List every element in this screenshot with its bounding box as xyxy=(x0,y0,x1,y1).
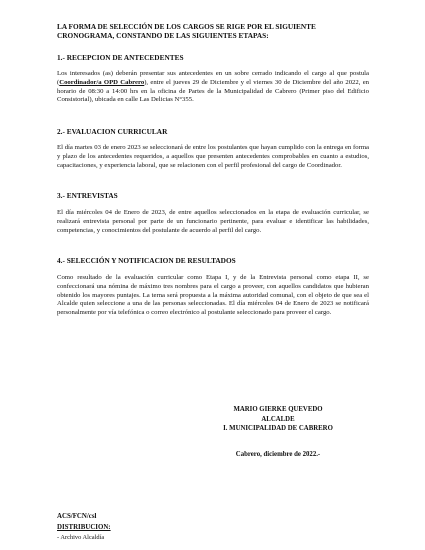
document-heading-line-1: LA FORMA DE SELECCIÓN DE LOS CARGOS SE RIGE POR EL SIGUIENTE xyxy=(57,22,316,31)
section-evaluacion xyxy=(57,127,369,136)
section-body xyxy=(57,70,369,105)
section-recepcion-body xyxy=(57,70,369,105)
signatory-institution: I. MUNICIPALIDAD DE CABRERO xyxy=(223,425,333,432)
section-entrevistas xyxy=(57,191,369,200)
section-body: El día miércoles 04 de Enero de 2023, de entre aquellos seleccionados en la etapa de evaluación curricular, se realizará entrevista personal por parte de un funcionario pertinente, para evaluar e identificar las habilidades, competencias, y conocimientos del postulante de acuerdo al perfil del cargo. xyxy=(57,209,369,234)
footer-initials: ACS/FCN/csl xyxy=(57,513,97,520)
section-seleccion xyxy=(57,256,369,265)
section-body: Como resultado de la evaluación curricular como Etapa I, y de la Entrevista personal como etapa II, se confeccionará una nómina de máximo tres nombres para el cargo a proveer, con aquellos candidatos que hubieran obtenido los mayores puntajes. La terna será propuesta a la máxima autoridad comunal, con el objeto de que sea el Alcalde quien seleccione a una de las personas seleccionadas. El día miércoles 04 de Enero de 2023 se notificará personalmente por vía telefónica o correo electrónico al postulante seleccionado para proveer el cargo. xyxy=(57,274,369,317)
document-page xyxy=(57,22,369,40)
section-title: 3.- ENTREVISTAS xyxy=(57,191,118,200)
section-entrevistas-body xyxy=(57,209,369,235)
section-evaluacion-body xyxy=(57,144,369,170)
section-body: El día martes 03 de enero 2023 se seleccionará de entre los postulantes que hayan cumplido con la entrega en forma y plazo de los antecedentes requeridos, a aquellos que presenten antecedentes comprobables en cuanto a estudios, capacitaciones, y experiencia laboral, que se relacionen con el perfil profesional del cargo de Coordinador. xyxy=(57,144,369,169)
place-date: Cabrero, diciembre de 2022.- xyxy=(235,451,321,458)
distribution-item: - Archivo Alcaldía xyxy=(57,534,105,541)
section-recepcion xyxy=(57,53,369,62)
signatory-role: ALCALDE xyxy=(261,415,295,423)
distribution-label: DISTRIBUCION: xyxy=(57,524,111,531)
section-body-pre: Los interesados (as) deberán presentar sus antecedentes en un sobre cerrado indicando el cargo al que postula ( xyxy=(57,70,369,86)
signature-block xyxy=(178,405,378,434)
section-title: 1.- RECEPCION DE ANTECEDENTES xyxy=(57,53,184,62)
section-body-post: ), entre el jueves 29 de Diciembre y el viernes 30 de Diciembre del año 2022, en horario de 08:30 a 14:00 hrs en la oficina de Partes de la Municipalidad de Cabrero (Primer piso del Edificio Consistorial), ubicada en calle Las Delicias N°355. xyxy=(57,78,370,104)
section-seleccion-body xyxy=(57,274,369,318)
section-title: 4.- SELECCIÓN Y NOTIFICACION DE RESULTADOS xyxy=(57,256,236,265)
position-name: Coordinador/a OPD Cabrero xyxy=(59,78,145,86)
signatory-name: MARIO GIERKE QUEVEDO xyxy=(233,406,323,413)
document-heading-line-2: CRONOGRAMA, CONSTANDO DE LAS SIGUIENTES ETAPAS: xyxy=(57,31,269,40)
section-title: 2.- EVALUACION CURRICULAR xyxy=(57,127,168,136)
